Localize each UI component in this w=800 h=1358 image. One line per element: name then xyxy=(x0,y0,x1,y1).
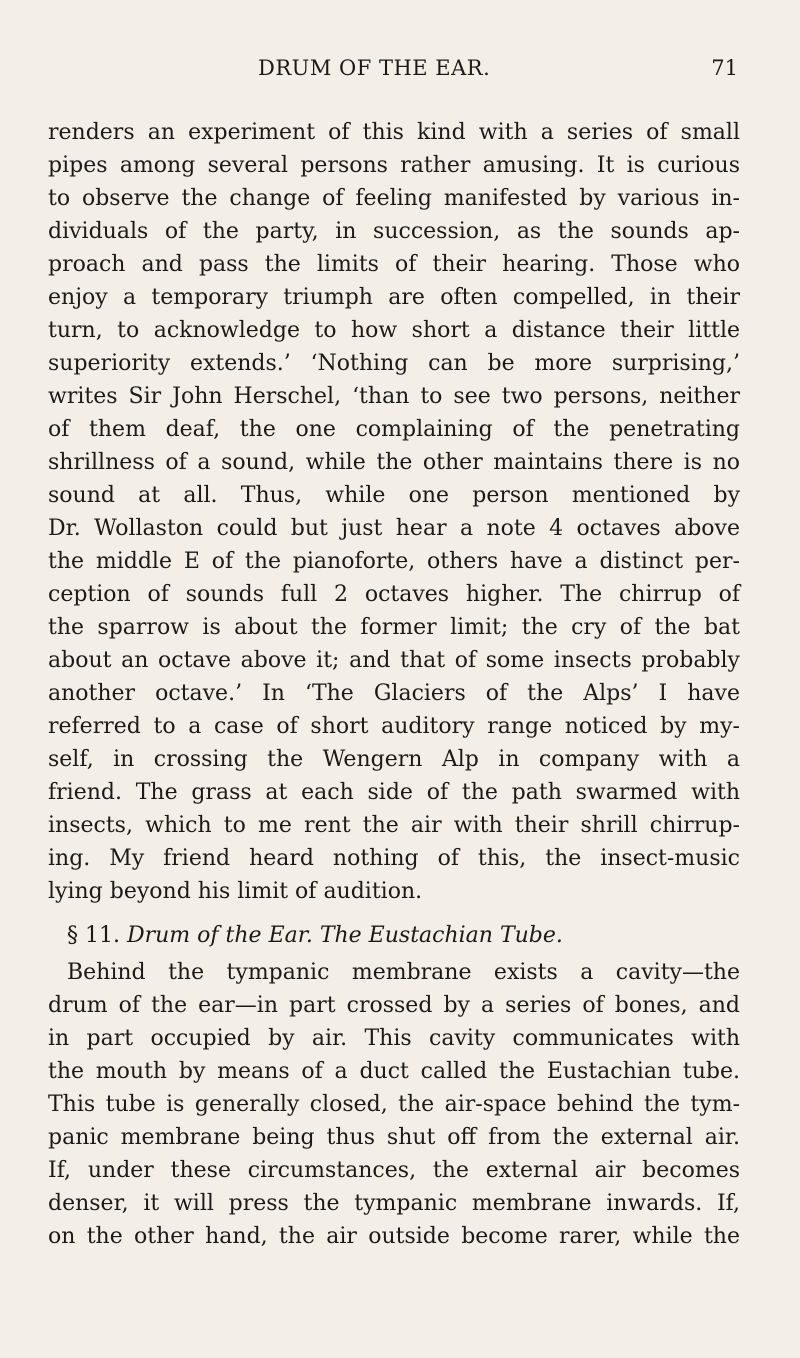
text-line: turn, to acknowledge to how short a distance their little xyxy=(48,318,740,343)
text-line: the sparrow is about the former limit; the cry of the bat xyxy=(48,615,740,640)
text-line: If, under these circumstances, the external air becomes xyxy=(48,1158,740,1183)
text-line: to observe the change of feeling manifested by various in- xyxy=(48,186,740,211)
text-line: insects, which to me rent the air with their shrill chirrup- xyxy=(48,813,740,838)
text-line: about an octave above it; and that of some insects probably xyxy=(48,648,740,673)
text-line: lying beyond his limit of audition. xyxy=(48,879,423,904)
text-line: pipes among several persons rather amusing. It is curious xyxy=(48,153,740,178)
text-line: of them deaf, the one complaining of the penetrating xyxy=(48,417,740,442)
text-line: writes Sir John Herschel, ‘than to see two persons, neither xyxy=(48,384,740,409)
text-line: ception of sounds full 2 octaves higher. The chirrup of xyxy=(48,582,740,607)
text-line: denser, it will press the tympanic membrane inwards. If, xyxy=(48,1191,740,1216)
text-line: enjoy a temporary triumph are often compelled, in their xyxy=(48,285,740,310)
paragraph-1 xyxy=(48,116,740,908)
text-line: friend. The grass at each side of the path swarmed with xyxy=(48,780,740,805)
text-line: Dr. Wollaston could but just hear a note 4 octaves above xyxy=(48,516,740,541)
running-head: DRUM OF THE EAR. xyxy=(258,56,491,80)
paragraph-2 xyxy=(48,956,740,1253)
text-line: superiority extends.’ ‘Nothing can be more surprising,’ xyxy=(48,351,740,376)
section-title: Drum of the Ear. The Eustachian Tube. xyxy=(126,923,563,948)
text-line: dividuals of the party, in succession, as the sounds ap- xyxy=(48,219,740,244)
text-line: self, in crossing the Wengern Alp in company with a xyxy=(48,747,740,772)
text-line: Behind the tympanic membrane exists a cavity—the xyxy=(67,960,740,985)
page-header xyxy=(258,56,738,96)
text-line: another octave.’ In ‘The Glaciers of the Alps’ I have xyxy=(48,681,740,706)
text-line: ing. My friend heard nothing of this, the insect-music xyxy=(48,846,740,871)
text-line: panic membrane being thus shut off from the external air. xyxy=(48,1125,740,1150)
section-number: § 11. xyxy=(67,923,120,948)
text-line: drum of the ear—in part crossed by a series of bones, and xyxy=(48,993,740,1018)
text-line: referred to a case of short auditory range noticed by my- xyxy=(48,714,740,739)
text-line: This tube is generally closed, the air-space behind the tym- xyxy=(48,1092,740,1117)
section-heading xyxy=(48,919,740,952)
text-line: proach and pass the limits of their hearing. Those who xyxy=(48,252,740,277)
text-line: in part occupied by air. This cavity communicates with xyxy=(48,1026,740,1051)
body-text xyxy=(48,116,740,1253)
text-line: the mouth by means of a duct called the Eustachian tube. xyxy=(48,1059,740,1084)
text-line: on the other hand, the air outside become rarer, while the xyxy=(48,1224,740,1249)
text-line: sound at all. Thus, while one person mentioned by xyxy=(48,483,740,508)
text-line: the middle E of the pianoforte, others have a distinct per- xyxy=(48,549,740,574)
page-number: 71 xyxy=(711,56,738,80)
text-line: renders an experiment of this kind with a series of small xyxy=(48,120,740,145)
text-line: shrillness of a sound, while the other maintains there is no xyxy=(48,450,740,475)
